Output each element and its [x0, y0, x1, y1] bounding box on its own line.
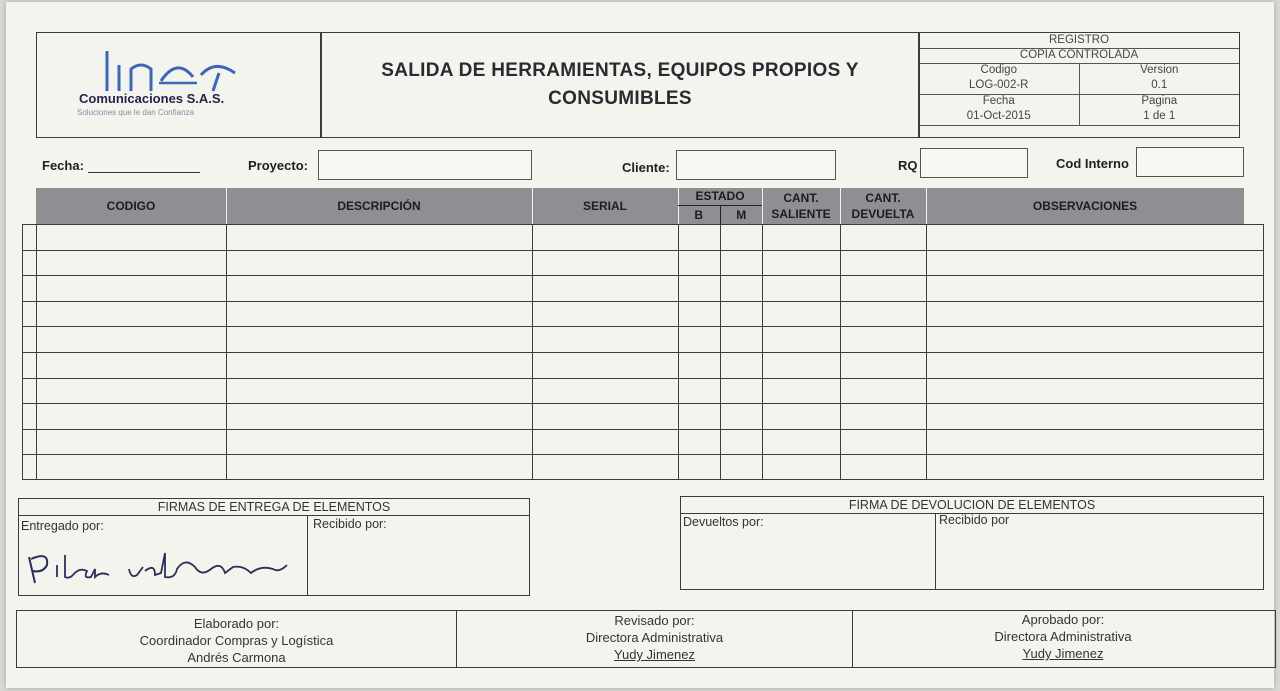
fecha-line[interactable] — [88, 172, 200, 173]
rq-label: RQ — [898, 158, 918, 173]
revisado-cargo: Directora Administrativa — [585, 630, 724, 645]
firma-devolucion-title: FIRMA DE DEVOLUCION DE ELEMENTOS — [681, 497, 1263, 514]
proyecto-label: Proyecto: — [248, 158, 308, 173]
rq-field[interactable] — [920, 148, 1028, 178]
revisado-nombre: Yudy Jimenez — [614, 647, 695, 662]
copia-controlada: COPIA CONTROLADA — [1019, 49, 1139, 61]
col-codigo: CODIGO — [36, 188, 227, 224]
registro-block — [918, 32, 1240, 138]
company-name: Comunicaciones S.A.S. — [79, 91, 225, 106]
estado-b-label: B — [678, 206, 721, 225]
aprobado-cell — [853, 611, 1273, 667]
elaborado-nombre: Andrés Carmona — [187, 650, 286, 665]
col-cant-saliente — [762, 188, 841, 224]
cod-interno-label: Cod Interno — [1056, 156, 1129, 171]
codigo-label: Codigo — [980, 64, 1017, 76]
proyecto-field[interactable] — [318, 150, 532, 180]
firma-devolucion-box — [680, 496, 1264, 590]
fecha-reg-label: Fecha — [982, 95, 1015, 107]
table-row — [22, 403, 1264, 404]
elaborado-cargo: Coordinador Compras y Logística — [139, 633, 334, 648]
elaborado-cell — [17, 611, 457, 667]
linea-logo-icon — [97, 47, 247, 95]
cant-saliente-line2: SALIENTE — [771, 207, 831, 221]
firmas-entrega-box — [18, 498, 530, 596]
cliente-field[interactable] — [676, 150, 836, 180]
devolucion-recibido-signature-area[interactable] — [941, 531, 1257, 583]
title-line-1: SALIDA DE HERRAMIENTAS, EQUIPOS PROPIOS Y — [381, 60, 859, 81]
col-serial: SERIAL — [532, 188, 679, 224]
cant-devuelta-line1: CANT. — [865, 191, 901, 205]
col-cant-devuelta — [840, 188, 927, 224]
pagina-label: Pagina — [1079, 94, 1240, 109]
fecha-label: Fecha: — [42, 158, 84, 173]
table-header — [36, 188, 1244, 224]
firmas-entrega-divider — [307, 515, 308, 595]
title-line-2: CONSUMIBLES — [548, 88, 692, 109]
items-table-body[interactable] — [22, 224, 1264, 480]
elaborado-label: Elaborado por: — [193, 616, 280, 631]
devolucion-recibido-label: Recibido por — [939, 513, 1010, 527]
revisado-label: Revisado por: — [614, 613, 695, 628]
entregado-por-label: Entregado por: — [21, 519, 104, 533]
aprobado-cargo: Directora Administrativa — [994, 629, 1132, 644]
devueltos-por-label: Devueltos por: — [683, 515, 764, 529]
firma-devolucion-divider — [935, 513, 936, 589]
col-observaciones: OBSERVACIONES — [1032, 199, 1138, 213]
table-row — [22, 224, 1264, 225]
table-row — [22, 352, 1264, 353]
col-estado — [678, 188, 763, 224]
cod-interno-field[interactable] — [1136, 147, 1244, 177]
version-label: Version — [1079, 63, 1240, 78]
aprobado-label: Aprobado por: — [1021, 612, 1105, 627]
approval-footer — [16, 610, 1276, 668]
cant-devuelta-line2: DEVUELTA — [851, 207, 915, 221]
fecha-reg-value: 01-Oct-2015 — [966, 110, 1031, 122]
entregado-signature-area[interactable] — [25, 543, 295, 587]
table-row — [22, 479, 1264, 480]
table-row — [22, 378, 1264, 379]
firmas-entrega-title: FIRMAS DE ENTREGA DE ELEMENTOS — [19, 499, 529, 516]
registro-label: REGISTRO — [1048, 34, 1110, 46]
table-row — [22, 429, 1264, 430]
col-descripcion: DESCRIPCIÓN — [226, 188, 533, 224]
codigo-value: LOG-002-R — [969, 79, 1029, 91]
form-title — [320, 32, 920, 138]
revisado-cell — [457, 611, 853, 667]
pagina-value: 1 de 1 — [1079, 109, 1240, 125]
table-row — [22, 454, 1264, 455]
table-row — [22, 301, 1264, 302]
table-row — [22, 275, 1264, 276]
table-row — [22, 326, 1264, 327]
logo-block — [36, 32, 322, 138]
estado-m-label: M — [736, 207, 747, 222]
devueltos-signature-area[interactable] — [685, 533, 929, 585]
handwritten-signature — [25, 543, 295, 587]
company-tagline: Soluciones que le dan Confianza — [77, 108, 194, 117]
recibido-por-label: Recibido por: — [313, 517, 387, 531]
version-value: 0.1 — [1079, 78, 1240, 94]
aprobado-nombre: Yudy Jimenez — [1022, 646, 1104, 661]
cliente-label: Cliente: — [622, 160, 670, 175]
estado-label: ESTADO — [678, 188, 762, 206]
table-row — [22, 250, 1264, 251]
cant-saliente-line1: CANT. — [783, 191, 819, 205]
